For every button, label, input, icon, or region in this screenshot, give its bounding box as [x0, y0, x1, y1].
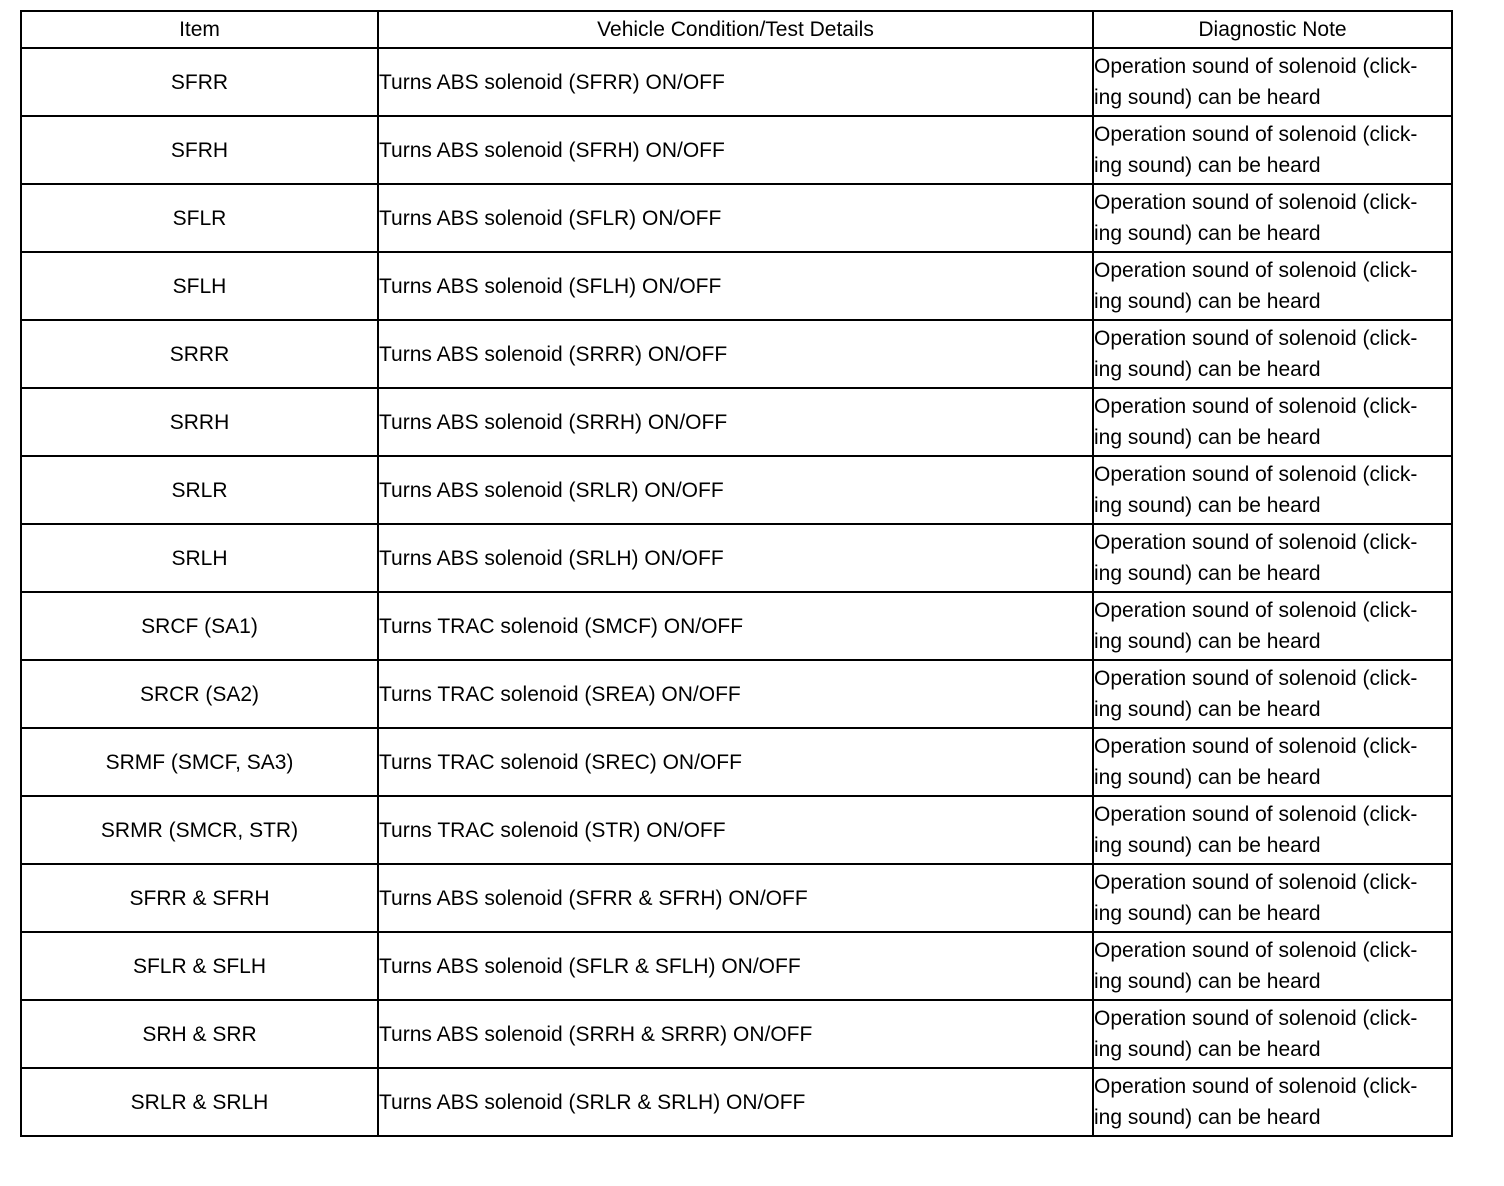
- table-row: [21, 252, 1452, 320]
- condition-cell: Turns ABS solenoid (SRLR & SRLH) ON/OFF: [378, 1068, 1093, 1136]
- item-cell: SRLR & SRLH: [21, 1068, 378, 1136]
- item-cell: SRLR: [21, 456, 378, 524]
- condition-cell: Turns ABS solenoid (SFRH) ON/OFF: [378, 116, 1093, 184]
- note-line-1: Operation sound of solenoid (click-: [1094, 123, 1418, 146]
- condition-cell: Turns TRAC solenoid (SREA) ON/OFF: [378, 660, 1093, 728]
- header-note: Diagnostic Note: [1093, 11, 1452, 48]
- note-line-1: Operation sound of solenoid (click-: [1094, 871, 1418, 894]
- note-line-1: Operation sound of solenoid (click-: [1094, 531, 1418, 554]
- note-cell: [1093, 252, 1452, 320]
- item-cell: SFRR: [21, 48, 378, 116]
- note-cell: [1093, 660, 1452, 728]
- note-cell: [1093, 728, 1452, 796]
- condition-cell: Turns ABS solenoid (SRLH) ON/OFF: [378, 524, 1093, 592]
- note-line-2: ing sound) can be heard: [1094, 698, 1321, 721]
- condition-cell: Turns ABS solenoid (SRRR) ON/OFF: [378, 320, 1093, 388]
- note-line-2: ing sound) can be heard: [1094, 358, 1321, 381]
- table-row: [21, 388, 1452, 456]
- note-line-1: Operation sound of solenoid (click-: [1094, 55, 1418, 78]
- table-row: [21, 524, 1452, 592]
- table-row: [21, 932, 1452, 1000]
- note-cell: [1093, 1000, 1452, 1068]
- note-line-2: ing sound) can be heard: [1094, 970, 1321, 993]
- note-line-2: ing sound) can be heard: [1094, 426, 1321, 449]
- table-row: [21, 796, 1452, 864]
- item-cell: SRRH: [21, 388, 378, 456]
- item-cell: SFLH: [21, 252, 378, 320]
- note-line-2: ing sound) can be heard: [1094, 154, 1321, 177]
- note-line-2: ing sound) can be heard: [1094, 86, 1321, 109]
- condition-cell: Turns ABS solenoid (SFLH) ON/OFF: [378, 252, 1093, 320]
- table-row: [21, 116, 1452, 184]
- note-line-1: Operation sound of solenoid (click-: [1094, 327, 1418, 350]
- note-line-2: ing sound) can be heard: [1094, 562, 1321, 585]
- note-line-1: Operation sound of solenoid (click-: [1094, 599, 1418, 622]
- item-cell: SRMR (SMCR, STR): [21, 796, 378, 864]
- note-line-1: Operation sound of solenoid (click-: [1094, 1007, 1418, 1030]
- note-line-1: Operation sound of solenoid (click-: [1094, 259, 1418, 282]
- header-row: [21, 11, 1452, 48]
- condition-cell: Turns TRAC solenoid (STR) ON/OFF: [378, 796, 1093, 864]
- note-cell: [1093, 388, 1452, 456]
- note-line-2: ing sound) can be heard: [1094, 766, 1321, 789]
- note-cell: [1093, 184, 1452, 252]
- note-line-2: ing sound) can be heard: [1094, 1106, 1321, 1129]
- header-condition: Vehicle Condition/Test Details: [378, 11, 1093, 48]
- note-line-1: Operation sound of solenoid (click-: [1094, 803, 1418, 826]
- note-line-2: ing sound) can be heard: [1094, 834, 1321, 857]
- note-line-2: ing sound) can be heard: [1094, 630, 1321, 653]
- table-row: [21, 1068, 1452, 1136]
- condition-cell: Turns ABS solenoid (SFLR & SFLH) ON/OFF: [378, 932, 1093, 1000]
- item-cell: SFRR & SFRH: [21, 864, 378, 932]
- note-cell: [1093, 796, 1452, 864]
- table-row: [21, 184, 1452, 252]
- table-row: [21, 864, 1452, 932]
- condition-cell: Turns ABS solenoid (SRRH & SRRR) ON/OFF: [378, 1000, 1093, 1068]
- item-cell: SRCF (SA1): [21, 592, 378, 660]
- note-cell: [1093, 320, 1452, 388]
- note-line-1: Operation sound of solenoid (click-: [1094, 191, 1418, 214]
- note-cell: [1093, 932, 1452, 1000]
- condition-cell: Turns ABS solenoid (SFRR) ON/OFF: [378, 48, 1093, 116]
- item-cell: SRMF (SMCF, SA3): [21, 728, 378, 796]
- note-line-1: Operation sound of solenoid (click-: [1094, 395, 1418, 418]
- item-cell: SFRH: [21, 116, 378, 184]
- header-item: Item: [21, 11, 378, 48]
- table-row: [21, 48, 1452, 116]
- table-row: [21, 728, 1452, 796]
- note-cell: [1093, 524, 1452, 592]
- note-cell: [1093, 1068, 1452, 1136]
- note-line-1: Operation sound of solenoid (click-: [1094, 1075, 1418, 1098]
- item-cell: SRRR: [21, 320, 378, 388]
- condition-cell: Turns ABS solenoid (SFRR & SFRH) ON/OFF: [378, 864, 1093, 932]
- solenoid-test-table: [20, 10, 1453, 1137]
- item-cell: SFLR: [21, 184, 378, 252]
- table-row: [21, 660, 1452, 728]
- item-cell: SFLR & SFLH: [21, 932, 378, 1000]
- note-cell: [1093, 456, 1452, 524]
- table-row: [21, 592, 1452, 660]
- note-line-1: Operation sound of solenoid (click-: [1094, 735, 1418, 758]
- table-body: [21, 48, 1452, 1136]
- note-line-2: ing sound) can be heard: [1094, 290, 1321, 313]
- condition-cell: Turns TRAC solenoid (SMCF) ON/OFF: [378, 592, 1093, 660]
- note-line-2: ing sound) can be heard: [1094, 1038, 1321, 1061]
- table-row: [21, 320, 1452, 388]
- item-cell: SRH & SRR: [21, 1000, 378, 1068]
- note-cell: [1093, 864, 1452, 932]
- note-line-2: ing sound) can be heard: [1094, 494, 1321, 517]
- note-cell: [1093, 48, 1452, 116]
- note-line-1: Operation sound of solenoid (click-: [1094, 667, 1418, 690]
- condition-cell: Turns TRAC solenoid (SREC) ON/OFF: [378, 728, 1093, 796]
- note-cell: [1093, 592, 1452, 660]
- note-line-2: ing sound) can be heard: [1094, 902, 1321, 925]
- note-cell: [1093, 116, 1452, 184]
- item-cell: SRLH: [21, 524, 378, 592]
- table-header: [21, 11, 1452, 48]
- table-row: [21, 456, 1452, 524]
- condition-cell: Turns ABS solenoid (SFLR) ON/OFF: [378, 184, 1093, 252]
- condition-cell: Turns ABS solenoid (SRLR) ON/OFF: [378, 456, 1093, 524]
- table-row: [21, 1000, 1452, 1068]
- note-line-2: ing sound) can be heard: [1094, 222, 1321, 245]
- note-line-1: Operation sound of solenoid (click-: [1094, 939, 1418, 962]
- note-line-1: Operation sound of solenoid (click-: [1094, 463, 1418, 486]
- item-cell: SRCR (SA2): [21, 660, 378, 728]
- condition-cell: Turns ABS solenoid (SRRH) ON/OFF: [378, 388, 1093, 456]
